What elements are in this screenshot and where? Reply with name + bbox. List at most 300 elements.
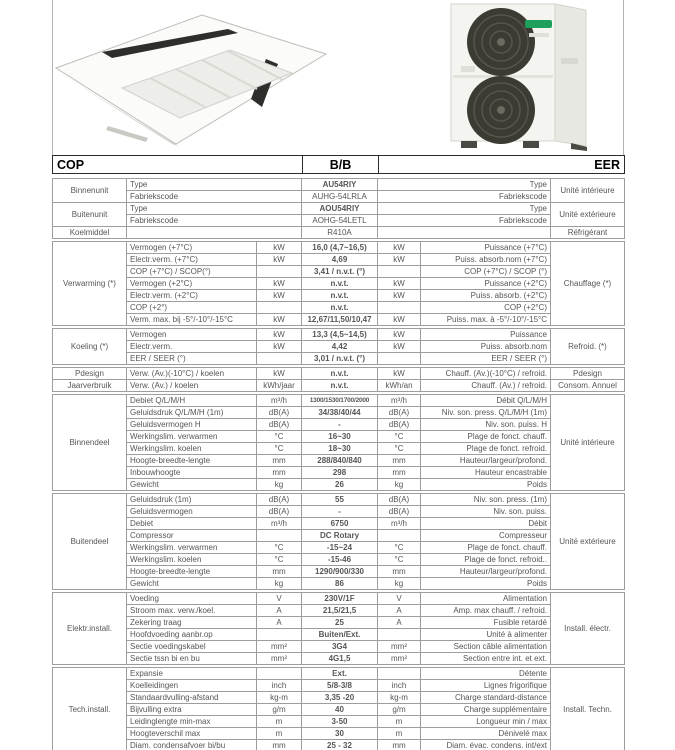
spec-value: n.v.t.: [302, 302, 378, 314]
unit-fr: kg: [378, 479, 421, 491]
spec-label-fr: Amp. max chauff. / refroid.: [421, 605, 551, 617]
brand-badge: [525, 20, 552, 28]
spec-label-fr: Charge standard-distance: [421, 692, 551, 704]
section-table-electrical: [52, 592, 625, 665]
spec-label-fr: Puiss. absorb. (+2°C): [421, 290, 551, 302]
spec-row: [53, 467, 625, 479]
spec-value: -15-46: [302, 554, 378, 566]
unit-fr: [378, 266, 421, 278]
spec-row: [53, 215, 625, 227]
spec-label-nl: Vermogen (+2°C): [127, 278, 257, 290]
unit-fr: m: [378, 716, 421, 728]
spec-row: [53, 395, 625, 407]
spec-label-fr: Puissance: [421, 329, 551, 341]
spec-label-nl: Electr.verm. (+2°C): [127, 290, 257, 302]
unit-nl: °C: [257, 554, 302, 566]
unit-fr: [378, 668, 421, 680]
unit-nl: kW: [257, 368, 302, 380]
unit-fr: kW: [378, 242, 421, 254]
unit-fr: A: [378, 605, 421, 617]
spec-label-fr: Type: [378, 203, 551, 215]
section-label-fr: Unité extérieure: [551, 203, 625, 227]
unit-nl: g/m: [257, 704, 302, 716]
spec-label-nl: Vermogen: [127, 329, 257, 341]
unit-fr: kW: [378, 368, 421, 380]
spec-value: 40: [302, 704, 378, 716]
spec-row: [53, 740, 625, 750]
spec-row: [53, 302, 625, 314]
unit-fr: kWh/an: [378, 380, 421, 392]
spec-label-nl: Hoogteverschil max: [127, 728, 257, 740]
header-eer: EER: [378, 155, 625, 174]
spec-label-nl: Electr.verm. (+7°C): [127, 254, 257, 266]
spec-label-nl: Geluidsdruk (1m): [127, 494, 257, 506]
spec-row: [53, 419, 625, 431]
spec-label-fr: [378, 227, 551, 239]
unit-nl: kg: [257, 578, 302, 590]
spec-row: [53, 443, 625, 455]
spec-row: [53, 518, 625, 530]
unit-nl: mm: [257, 566, 302, 578]
spec-row: [53, 668, 625, 680]
unit-nl: [257, 668, 302, 680]
spec-label-fr: Niv. son. puiss. H: [421, 419, 551, 431]
section-label-nl: Koelmiddel: [53, 227, 127, 239]
spec-label-fr: Diam. évac. condens. int/ext: [421, 740, 551, 750]
spec-row: [53, 605, 625, 617]
unit-nl: m: [257, 716, 302, 728]
spec-label-fr: Longueur min / max: [421, 716, 551, 728]
spec-row: [53, 179, 625, 191]
spec-label-fr: Plage de fonct. chauff.: [421, 542, 551, 554]
unit-nl: dB(A): [257, 407, 302, 419]
spec-label-fr: Hauteur/largeur/profond.: [421, 566, 551, 578]
spec-label-nl: Voeding: [127, 593, 257, 605]
unit-fr: A: [378, 617, 421, 629]
spec-value: -: [302, 419, 378, 431]
spec-label-nl: COP (+7°C) / SCOP(°): [127, 266, 257, 278]
unit-fr: mm: [378, 740, 421, 750]
unit-nl: kW: [257, 278, 302, 290]
unit-nl: °C: [257, 443, 302, 455]
spec-value: 25 - 32: [302, 740, 378, 750]
spec-row: [53, 716, 625, 728]
spec-label-nl: Koelleidingen: [127, 680, 257, 692]
spec-row: [53, 554, 625, 566]
spec-label-nl: Hoogte-breedte-lengte: [127, 566, 257, 578]
spec-label-nl: Verw. (Av.) / koelen: [127, 380, 257, 392]
spec-value: 16,0 (4,7~16,5): [302, 242, 378, 254]
spec-label-nl: Inbouwhoogte: [127, 467, 257, 479]
unit-nl: [257, 302, 302, 314]
spec-label-fr: Type: [378, 179, 551, 191]
spec-value: AOHG-54LETL: [302, 215, 378, 227]
spec-row: [53, 530, 625, 542]
unit-nl: kW: [257, 242, 302, 254]
unit-fr: kg: [378, 578, 421, 590]
spec-row: [53, 578, 625, 590]
unit-nl: kW: [257, 341, 302, 353]
spec-value: 1300/1530/1700/2000: [302, 395, 378, 407]
spec-label-nl: COP (+2°): [127, 302, 257, 314]
unit-fr: kW: [378, 254, 421, 266]
outdoor-unit-image: [433, 0, 601, 154]
unit-nl: kW: [257, 314, 302, 326]
spec-row: [53, 653, 625, 665]
spec-label-nl: Hoofdvoeding aanbr.op: [127, 629, 257, 641]
spec-value: 4,69: [302, 254, 378, 266]
spec-label-fr: Compresseur: [421, 530, 551, 542]
unit-nl: kWh/jaar: [257, 380, 302, 392]
section-table-design: [52, 367, 625, 392]
unit-nl: kg-m: [257, 692, 302, 704]
spec-label-nl: Type: [127, 179, 302, 191]
spec-row: [53, 566, 625, 578]
spec-label-nl: Geluidsvermogen: [127, 506, 257, 518]
spec-label-fr: Unité à alimenter: [421, 629, 551, 641]
spec-label-nl: Verw. (Av.)(-10°C) / koelen: [127, 368, 257, 380]
spec-value: 1290/900/330: [302, 566, 378, 578]
section-label-nl: Binnenunit: [53, 179, 127, 203]
unit-fr: °C: [378, 431, 421, 443]
spec-label-fr: Section câble alimentation: [421, 641, 551, 653]
spec-value: 230V/1F: [302, 593, 378, 605]
spec-value: 55: [302, 494, 378, 506]
unit-fr: [378, 629, 421, 641]
spec-label-fr: Dénivelé max: [421, 728, 551, 740]
spec-label-nl: Verm. max. bij -5°/-10°/-15°C: [127, 314, 257, 326]
spec-label-nl: Bijvulling extra: [127, 704, 257, 716]
spec-label-fr: Hauteur encastrable: [421, 467, 551, 479]
section-label-nl: Koeling (*): [53, 329, 127, 365]
unit-fr: °C: [378, 542, 421, 554]
spec-label-nl: Werkingslim. koelen: [127, 443, 257, 455]
unit-nl: °C: [257, 542, 302, 554]
spec-row: [53, 506, 625, 518]
spec-row: [53, 314, 625, 326]
spec-value: 3-50: [302, 716, 378, 728]
section-label-nl: Buitendeel: [53, 494, 127, 590]
section-label-fr: Install. électr.: [551, 593, 625, 665]
spec-value: n.v.t.: [302, 368, 378, 380]
spec-label-nl: Diam. condensafvoer bi/bu: [127, 740, 257, 750]
spec-row: [53, 617, 625, 629]
spec-label-fr: EER / SEER (°): [421, 353, 551, 365]
identification-table: [52, 178, 625, 239]
spec-value: 3,35 -20: [302, 692, 378, 704]
unit-nl: mm: [257, 740, 302, 750]
spec-label-fr: Niv. son. puiss.: [421, 506, 551, 518]
unit-nl: V: [257, 593, 302, 605]
spec-label-fr: COP (+7°C) / SCOP (°): [421, 266, 551, 278]
table-header-row: [52, 155, 625, 174]
spec-label-nl: Expansie: [127, 668, 257, 680]
unit-fr: dB(A): [378, 494, 421, 506]
spec-label-fr: Fabriekscode: [378, 191, 551, 203]
spec-value: 3,01 / n.v.t. (°): [302, 353, 378, 365]
spec-value: -15~24: [302, 542, 378, 554]
spec-label-fr: Niv. son. press. (1m): [421, 494, 551, 506]
spec-value: AOU54RIY: [302, 203, 378, 215]
unit-nl: [257, 353, 302, 365]
spec-label-fr: Plage de fonct. chauff.: [421, 431, 551, 443]
spec-label-fr: Plage de fonct. refroid.: [421, 443, 551, 455]
spec-label-fr: Puissance (+7°C): [421, 242, 551, 254]
unit-fr: dB(A): [378, 419, 421, 431]
spec-label-fr: Débit Q/L/M/H: [421, 395, 551, 407]
header-cop: COP: [52, 155, 303, 174]
spec-value: 25: [302, 617, 378, 629]
spec-value: 13,3 (4,5~14,5): [302, 329, 378, 341]
fan-grille-bottom: [467, 76, 535, 144]
spec-label-nl: Werkingslim. verwarmen: [127, 542, 257, 554]
spec-label-nl: [127, 227, 302, 239]
unit-nl: dB(A): [257, 419, 302, 431]
section-table-cooling: [52, 328, 625, 365]
spec-row: [53, 479, 625, 491]
spec-label-nl: Electr.verm.: [127, 341, 257, 353]
spec-row: [53, 368, 625, 380]
unit-fr: kg-m: [378, 692, 421, 704]
section-label-nl: Elektr.install.: [53, 593, 127, 665]
spec-row: [53, 254, 625, 266]
unit-nl: kg: [257, 479, 302, 491]
spec-label-nl: Sectie voedingskabel: [127, 641, 257, 653]
spec-label-nl: Leidinglengte min-max: [127, 716, 257, 728]
spec-label-nl: Gewicht: [127, 578, 257, 590]
section-label-fr: Unité intérieure: [551, 179, 625, 203]
spec-value: 30: [302, 728, 378, 740]
spec-value: 21,5/21,5: [302, 605, 378, 617]
ceiling-cassette-drawing: [50, 6, 335, 151]
spec-label-fr: Lignes frigorifique: [421, 680, 551, 692]
spec-value: 288/840/840: [302, 455, 378, 467]
unit-fr: [378, 302, 421, 314]
spec-value: n.v.t.: [302, 380, 378, 392]
spec-label-fr: Section entre int. et ext.: [421, 653, 551, 665]
spec-label-nl: EER / SEER (°): [127, 353, 257, 365]
unit-nl: kW: [257, 290, 302, 302]
spec-label-fr: Puiss. absorb.nom (+7°C): [421, 254, 551, 266]
unit-fr: mm: [378, 455, 421, 467]
section-label-fr: Unité extérieure: [551, 494, 625, 590]
spec-row: [53, 329, 625, 341]
unit-nl: [257, 629, 302, 641]
unit-fr: mm²: [378, 641, 421, 653]
spec-label-fr: Poids: [421, 578, 551, 590]
unit-fr: [378, 353, 421, 365]
spec-label-nl: Sectie tssn bi en bu: [127, 653, 257, 665]
spec-value: Buiten/Ext.: [302, 629, 378, 641]
spec-label-nl: Fabriekscode: [127, 191, 302, 203]
spec-label-fr: Fabriekscode: [378, 215, 551, 227]
spec-value: AUHG-54LRLA: [302, 191, 378, 203]
spec-label-fr: Détente: [421, 668, 551, 680]
unit-nl: [257, 530, 302, 542]
spec-label-fr: Puiss. max. à -5°/-10°/-15°C: [421, 314, 551, 326]
spec-label-nl: Geluidsvermogen H: [127, 419, 257, 431]
unit-foot: [523, 141, 539, 148]
outdoor-unit-drawing: [433, 0, 601, 154]
spec-label-nl: Fabriekscode: [127, 215, 302, 227]
unit-fr: kW: [378, 290, 421, 302]
unit-nl: m³/h: [257, 518, 302, 530]
indoor-unit-image: [50, 6, 335, 151]
section-label-fr: Install. Techn.: [551, 668, 625, 750]
unit-nl: dB(A): [257, 494, 302, 506]
section-label-nl: Jaarverbruik: [53, 380, 127, 392]
spec-row: [53, 431, 625, 443]
unit-nl: m³/h: [257, 395, 302, 407]
unit-foot: [461, 141, 477, 148]
spec-value: 3G4: [302, 641, 378, 653]
section-label-fr: Unité intérieure: [551, 395, 625, 491]
spec-value: R410A: [302, 227, 378, 239]
spec-row: [53, 542, 625, 554]
spec-label-nl: Zekering traag: [127, 617, 257, 629]
section-label-nl: Tech.install.: [53, 668, 127, 750]
spec-row: [53, 278, 625, 290]
unit-nl: mm: [257, 455, 302, 467]
unit-fr: [378, 530, 421, 542]
spec-label-fr: Plage de fonct. refroid..: [421, 554, 551, 566]
spec-row: [53, 455, 625, 467]
spec-value: 6750: [302, 518, 378, 530]
unit-fr: kW: [378, 329, 421, 341]
unit-fr: mm²: [378, 653, 421, 665]
spec-label-fr: Chauff. (Av.)(-10°C) / refroid.: [421, 368, 551, 380]
spec-label-fr: Poids: [421, 479, 551, 491]
spec-row: [53, 680, 625, 692]
unit-fr: kW: [378, 278, 421, 290]
section-table-heating: [52, 241, 625, 326]
unit-fr: mm: [378, 467, 421, 479]
spec-label-fr: COP (+2°C): [421, 302, 551, 314]
spec-value: 12,67/11,50/10,47: [302, 314, 378, 326]
section-label-fr: Consom. Annuel: [551, 380, 625, 392]
spec-label-nl: Type: [127, 203, 302, 215]
spec-label-nl: Debiet Q/L/M/H: [127, 395, 257, 407]
section-label-nl: Binnendeel: [53, 395, 127, 491]
section-label-nl: Buitenunit: [53, 203, 127, 227]
unit-fr: dB(A): [378, 506, 421, 518]
spec-row: [53, 203, 625, 215]
unit-fr: m³/h: [378, 518, 421, 530]
section-label-fr: Chauffage (*): [551, 242, 625, 326]
spec-label-fr: Niv. son. press. Q/L/M/H (1m): [421, 407, 551, 419]
spec-label-fr: Débit: [421, 518, 551, 530]
spec-value: 3,41 / n.v.t. (°): [302, 266, 378, 278]
unit-fr: m: [378, 728, 421, 740]
spec-value: 16~30: [302, 431, 378, 443]
unit-fr: dB(A): [378, 407, 421, 419]
spec-label-nl: Geluidsdruk Q/L/M/H (1m): [127, 407, 257, 419]
section-label-nl: Pdesign: [53, 368, 127, 380]
unit-nl: inch: [257, 680, 302, 692]
spec-label-fr: Hauteur/largeur/profond.: [421, 455, 551, 467]
unit-nl: °C: [257, 431, 302, 443]
spec-label-nl: Werkingslim. koelen: [127, 554, 257, 566]
spec-row: [53, 692, 625, 704]
unit-nl: mm²: [257, 641, 302, 653]
spec-label-fr: Chauff. (Av.) / refroid.: [421, 380, 551, 392]
frame-right-border: [623, 0, 624, 156]
spec-value: Ext.: [302, 668, 378, 680]
spec-label-nl: Compressor: [127, 530, 257, 542]
spec-row: [53, 353, 625, 365]
spec-row: [53, 290, 625, 302]
section-label-fr: Refroid. (*): [551, 329, 625, 365]
unit-nl: mm²: [257, 653, 302, 665]
spec-label-fr: Alimentation: [421, 593, 551, 605]
unit-fr: °C: [378, 443, 421, 455]
spec-label-fr: Fusible retardé: [421, 617, 551, 629]
spec-blocks: [52, 178, 625, 750]
spec-row: [53, 266, 625, 278]
spec-value: 86: [302, 578, 378, 590]
fan-grille-top: [467, 8, 535, 76]
unit-nl: A: [257, 605, 302, 617]
header-model: B/B: [302, 155, 379, 174]
spec-value: 5/8-3/8: [302, 680, 378, 692]
spec-label-nl: Debiet: [127, 518, 257, 530]
unit-fr: mm: [378, 566, 421, 578]
unit-fr: kW: [378, 341, 421, 353]
spec-value: 34/38/40/44: [302, 407, 378, 419]
section-table-technical: [52, 667, 625, 750]
spec-label-nl: Standaardvulling-afstand: [127, 692, 257, 704]
spec-row: [53, 641, 625, 653]
unit-nl: m: [257, 728, 302, 740]
section-label-fr: Pdesign: [551, 368, 625, 380]
spec-value: DC Rotary: [302, 530, 378, 542]
spec-label-nl: Stroom max. verw./koel.: [127, 605, 257, 617]
spec-row: [53, 242, 625, 254]
spec-label-nl: Gewicht: [127, 479, 257, 491]
spec-row: [53, 593, 625, 605]
section-label-fr: Réfrigérant: [551, 227, 625, 239]
spec-value: AU54RIY: [302, 179, 378, 191]
spec-value: 26: [302, 479, 378, 491]
spec-row: [53, 191, 625, 203]
unit-nl: kW: [257, 254, 302, 266]
unit-fr: m³/h: [378, 395, 421, 407]
unit-fr: °C: [378, 554, 421, 566]
spec-value: n.v.t.: [302, 290, 378, 302]
spec-row: [53, 728, 625, 740]
spec-value: 298: [302, 467, 378, 479]
spec-label-fr: Puissance (+2°C): [421, 278, 551, 290]
section-table-outdoor-unit: [52, 493, 625, 590]
spec-row: [53, 704, 625, 716]
section-table-indoor-unit: [52, 394, 625, 491]
unit-nl: A: [257, 617, 302, 629]
spec-label-fr: Puiss. absorb.nom: [421, 341, 551, 353]
spec-label-nl: Werkingslim. verwarmen: [127, 431, 257, 443]
unit-nl: [257, 266, 302, 278]
section-label-nl: Verwarming (*): [53, 242, 127, 326]
spec-value: n.v.t.: [302, 278, 378, 290]
unit-nl: kW: [257, 329, 302, 341]
spec-label-nl: Vermogen (+7°C): [127, 242, 257, 254]
spec-row: [53, 227, 625, 239]
spec-value: 18~30: [302, 443, 378, 455]
spec-row: [53, 380, 625, 392]
spec-label-nl: Hoogte-breedte-lengte: [127, 455, 257, 467]
spec-value: -: [302, 506, 378, 518]
spec-value: 4,42: [302, 341, 378, 353]
unit-fr: g/m: [378, 704, 421, 716]
